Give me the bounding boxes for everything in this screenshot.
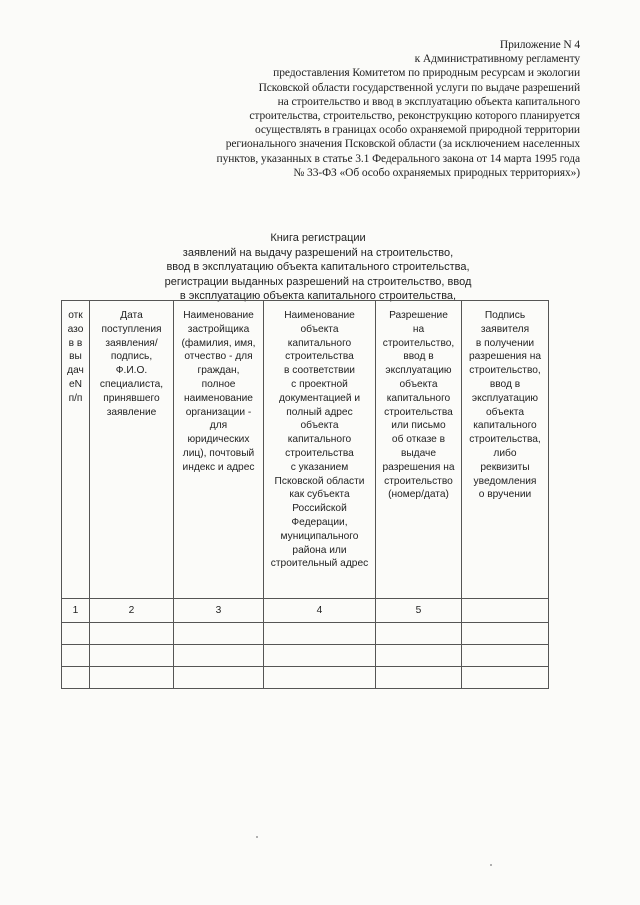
header-cell-line: строительство <box>384 475 453 487</box>
header-cell-line: реквизиты <box>480 461 530 473</box>
book-title-line: Книга регистрации <box>270 232 366 244</box>
header-cell-line: Наименование <box>284 310 355 321</box>
header-cell-line: юридических <box>187 434 250 446</box>
header-cell-line: с проектной <box>291 378 348 390</box>
header-cell-line: строительства <box>285 351 354 363</box>
header-cell-line: для <box>209 420 228 432</box>
empty-table-cell <box>462 645 549 667</box>
column-number-cell <box>462 599 549 623</box>
book-title-line: регистрации выданных разрешений на строительство, ввод <box>164 275 472 288</box>
column-number-cell: 5 <box>376 599 462 623</box>
header-cell-line: лиц), почтовый <box>182 447 255 459</box>
empty-table-cell <box>462 623 549 645</box>
header-cell-line: разрешения на <box>468 351 541 363</box>
book-title-line: ввод в эксплуатацию объекта капитального строительства, <box>166 261 470 274</box>
book-title <box>128 231 508 304</box>
header-cell-line: строительства <box>285 447 354 459</box>
column-number-cell: 1 <box>62 599 90 623</box>
empty-table-row <box>62 667 549 689</box>
header-cell-line: Федерации, <box>291 516 348 528</box>
header-cell-line: (номер/дата) <box>388 489 449 501</box>
header-cell-line: застройщика <box>187 323 250 335</box>
empty-table-row <box>62 645 549 667</box>
header-cell-line: либо <box>493 447 517 459</box>
scan-speck <box>490 864 492 866</box>
header-cell-line: индекс и адрес <box>182 461 255 473</box>
empty-table-cell <box>376 645 462 667</box>
header-cell-line: района или <box>292 544 347 556</box>
header-cell-line: заявления/ <box>105 337 158 349</box>
header-cell-line: Разрешение <box>389 310 448 321</box>
header-cell-line: Дата <box>120 310 143 321</box>
header-cell-line: строительства, <box>469 434 541 446</box>
empty-table-cell <box>376 667 462 689</box>
header-cell-line: ввод в <box>489 378 521 390</box>
header-cell-line: капитального <box>473 420 537 432</box>
empty-table-cell <box>174 645 264 667</box>
header-cell-line: муниципального <box>280 530 359 542</box>
header-cell-line: дач <box>67 365 84 377</box>
header-cell-line: полное <box>201 378 236 390</box>
header-cell <box>264 301 376 599</box>
empty-table-cell <box>62 667 90 689</box>
header-cell-line: граждан, <box>197 365 240 377</box>
appendix-line: осуществлять в границах особо охраняемой природной территории <box>254 124 580 137</box>
header-cell-line: организации - <box>185 406 252 418</box>
empty-table-cell <box>264 645 376 667</box>
header-cell-line: уведомления <box>473 475 537 487</box>
header-cell-line: о вручении <box>478 489 532 501</box>
empty-table-cell <box>90 667 174 689</box>
header-cell-line: наименование <box>184 392 253 404</box>
appendix-line: Приложение N 4 <box>499 39 580 51</box>
header-cell-line: объекта <box>300 323 339 335</box>
header-cell-line: принявшего <box>103 392 160 404</box>
empty-table-cell <box>90 623 174 645</box>
header-cell-line: поступления <box>101 323 162 335</box>
header-cell-line: в получении <box>475 337 535 349</box>
empty-table-cell <box>90 645 174 667</box>
header-cell-line: специалиста, <box>99 378 164 390</box>
column-number-cell: 3 <box>174 599 264 623</box>
empty-table-cell <box>62 645 90 667</box>
header-cell-line: капитального <box>386 392 451 404</box>
header-cell-line: заявителя <box>480 323 530 335</box>
header-cell-line: объекта <box>300 420 339 432</box>
appendix-line: регионального значения Псковской области (за исключением населенных <box>225 138 580 151</box>
column-number-cell: 2 <box>90 599 174 623</box>
header-cell-line: в в <box>68 337 83 349</box>
empty-table-cell <box>462 667 549 689</box>
empty-table-row <box>62 623 549 645</box>
header-cell-line: объекта <box>486 406 524 418</box>
header-cell-line: п/п <box>68 392 83 404</box>
header-cell-line: как субъекта <box>289 489 350 501</box>
header-cell-line: eN <box>68 378 83 390</box>
appendix-reference <box>160 38 580 180</box>
header-cell <box>462 301 549 599</box>
header-cell-line: объекта <box>399 378 438 390</box>
header-cell-line: строительство, <box>382 337 455 349</box>
appendix-line: № 33-ФЗ «Об особо охраняемых природных территориях») <box>293 166 580 179</box>
header-cell-line: капитального <box>287 337 352 349</box>
column-number-row <box>62 599 549 623</box>
header-cell <box>62 301 90 599</box>
empty-table-cell <box>174 623 264 645</box>
header-cell-line: вы <box>69 351 82 363</box>
header-cell-line: строительства <box>384 406 453 418</box>
empty-table-cell <box>376 623 462 645</box>
appendix-line: предоставления Комитетом по природным ресурсам и экологии <box>273 67 580 80</box>
header-cell-line: на <box>412 323 425 335</box>
header-cell-line: (фамилия, имя, <box>181 337 256 349</box>
empty-table-cell <box>174 667 264 689</box>
column-number-cell: 4 <box>264 599 376 623</box>
header-cell-line: выдаче <box>400 447 437 459</box>
header-cell-line: эксплуатацию <box>471 392 539 404</box>
header-cell-line: или письмо <box>391 420 446 432</box>
header-cell-line: разрешения на <box>382 461 455 473</box>
empty-table-cell <box>264 667 376 689</box>
appendix-line: к Административному регламенту <box>414 53 580 66</box>
header-cell-line: полный адрес <box>286 406 353 418</box>
appendix-line: на строительство и ввод в эксплуатацию объекта капитального <box>277 95 580 108</box>
header-cell-line: Псковской области <box>274 475 365 487</box>
header-cell-line: Российской <box>292 503 347 515</box>
header-cell-line: документацией и <box>278 392 361 404</box>
book-title-line: заявлений на выдачу разрешений на строительство, <box>182 246 454 259</box>
header-cell-line: отк <box>68 310 83 321</box>
header-cell-line: азо <box>67 323 84 335</box>
header-cell-line: строительный адрес <box>270 558 369 570</box>
header-row <box>62 301 549 599</box>
header-cell-line: подпись, <box>110 351 153 363</box>
header-cell-line: эксплуатацию <box>385 365 452 377</box>
book-title-line: в эксплуатацию объекта капитального строительства, <box>179 290 457 303</box>
header-cell-line: капитального <box>287 434 352 446</box>
header-cell-line: ввод в <box>403 351 434 363</box>
scan-speck <box>256 836 258 838</box>
header-cell <box>376 301 462 599</box>
appendix-line: Псковской области государственной услуги по выдаче разрешений <box>258 81 580 94</box>
header-cell-line: в соответствии <box>284 365 355 377</box>
empty-table-cell <box>264 623 376 645</box>
header-cell-line: строительство, <box>469 365 541 377</box>
header-cell <box>90 301 174 599</box>
appendix-line: пунктов, указанных в статье 3.1 Федерального закона от 14 марта 1995 года <box>216 152 580 165</box>
empty-table-cell <box>62 623 90 645</box>
appendix-line: строительства, строительство, реконструкцию которого планируется <box>249 110 580 123</box>
header-cell-line: заявление <box>106 406 157 418</box>
header-cell-line: Подпись <box>484 310 526 321</box>
header-cell-line: с указанием <box>290 461 349 473</box>
header-cell-line: отчество - для <box>184 351 253 363</box>
header-cell <box>174 301 264 599</box>
registration-table <box>61 300 549 689</box>
header-cell-line: Наименование <box>183 310 254 321</box>
header-cell-line: Ф.И.О. <box>115 365 148 377</box>
header-cell-line: об отказе в <box>391 434 446 446</box>
